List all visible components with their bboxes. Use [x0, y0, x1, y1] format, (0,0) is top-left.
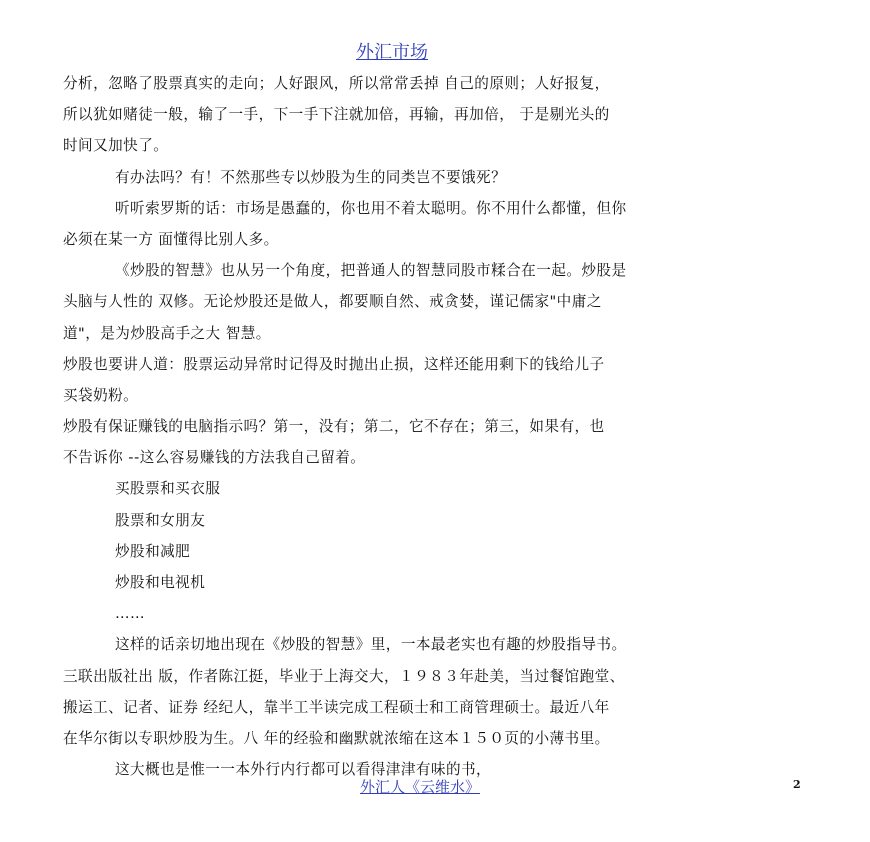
ellipsis-line: …… — [115, 605, 146, 623]
text-line: 买袋奶粉。 — [63, 386, 139, 404]
text-line: 听听索罗斯的话：市场是愚蠢的，你也用不着太聪明。你不用什么都懂，但你 — [115, 199, 627, 217]
footer-link[interactable]: 外汇人《云维水》 — [359, 778, 480, 796]
text-line: 不告诉你 --这么容易赚钱的方法我自己留着。 — [63, 449, 366, 467]
text-line: 这大概也是惟一一本外行内行都可以看得津津有味的书， — [115, 761, 492, 779]
text-line: 搬运工、记者、证券 经纪人，靠半工半读完成工程硕士和工商管理硕士。最近八年 — [63, 698, 610, 716]
page-number: 2 — [793, 778, 801, 791]
list-item: 股票和女朋友 — [115, 511, 206, 529]
text-line: 炒股有保证赚钱的电脑指示吗？第一，没有；第二，它不存在；第三，如果有，也 — [63, 418, 605, 436]
text-line: 分析，忽略了股票真实的走向；人好跟风，所以常常丢掉 自己的原则；人好报复， — [63, 75, 610, 92]
document-body — [63, 68, 813, 785]
text-line: 在华尔街以专职炒股为生。八 年的经验和幽默就浓缩在这本１５０页的小薄书里。 — [63, 729, 610, 747]
text-line: 头脑与人性的 双修。无论炒股还是做人，都要顺自然、戒贪婪，谨记儒家"中庸之 — [63, 293, 602, 311]
list-item: 炒股和减肥 — [115, 542, 191, 560]
text-line: 《炒股的智慧》也从另一个角度，把普通人的智慧同股市糅合在一起。炒股是 — [115, 262, 627, 280]
text-line: 有办法吗？有！不然那些专以炒股为生的同类岂不要饿死？ — [115, 168, 507, 186]
text-line: 时间又加快了。 — [63, 137, 169, 155]
header-title-link[interactable]: 外汇市场 — [356, 42, 428, 63]
text-line: 三联出版社出 版，作者陈江挺，毕业于上海交大，１９８３年赴美，当过餐馆跑堂、 — [63, 667, 625, 685]
text-line: 道"，是为炒股高手之大 智慧。 — [63, 324, 271, 342]
text-line: 这样的话亲切地出现在《炒股的智慧》里，一本最老实也有趣的炒股指导书。 — [115, 636, 627, 654]
text-line: 必须在某一方 面懂得比别人多。 — [63, 230, 279, 248]
text-line: 炒股也要讲人道：股票运动异常时记得及时抛出止损，这样还能用剩下的钱给儿子 — [63, 355, 605, 373]
list-item: 炒股和电视机 — [115, 574, 206, 591]
list-item: 买股票和买衣服 — [115, 480, 221, 498]
text-line: 所以犹如赌徒一般，输了一手，下一手下注就加倍，再输，再加倍， 于是剔光头的 — [63, 106, 610, 124]
